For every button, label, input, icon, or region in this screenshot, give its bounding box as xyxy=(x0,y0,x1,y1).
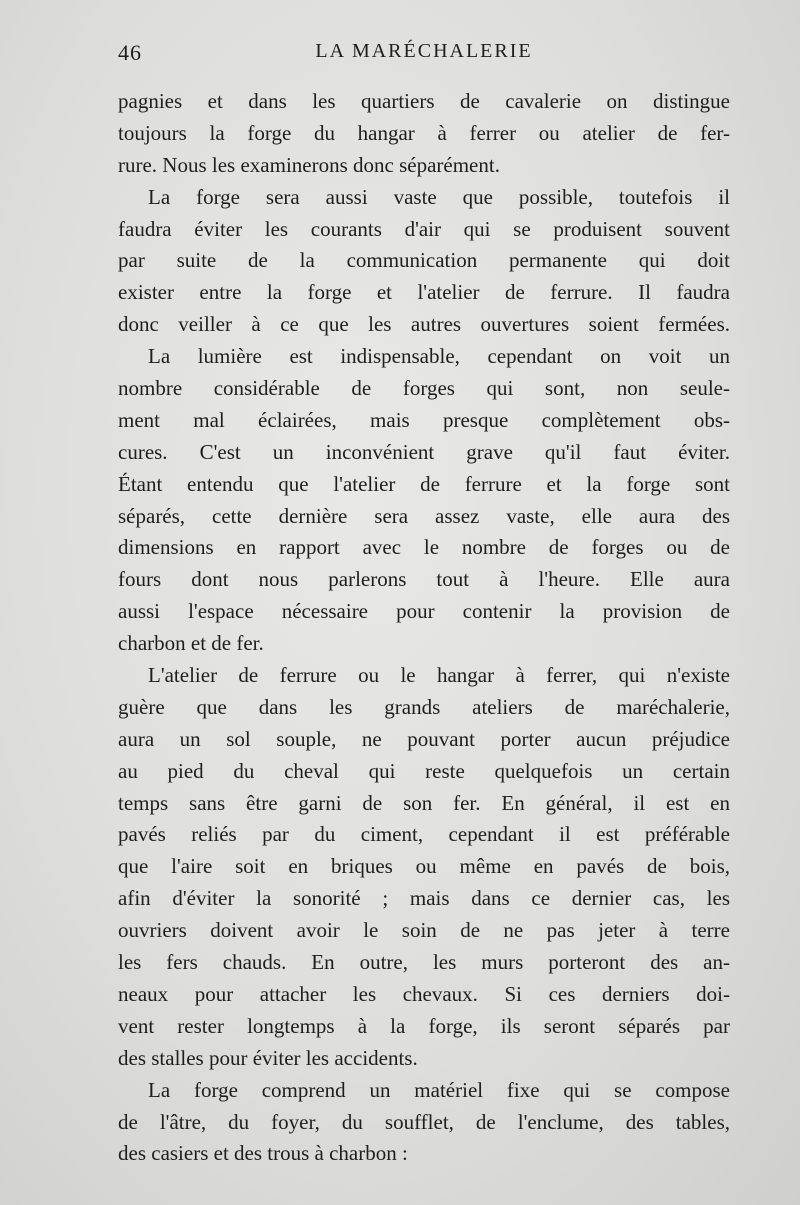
text-line: charbon et de fer. xyxy=(118,631,264,656)
text-line: temps sans être garni de son fer. En général, il est en xyxy=(118,790,730,815)
text-line: ment mal éclairées, mais presque complètement obs- xyxy=(118,407,730,432)
running-title: LA MARÉCHALERIE xyxy=(315,40,533,62)
text-line: Étant entendu que l'atelier de ferrure et la forge sont xyxy=(118,471,730,496)
text-line: des casiers et des trous à charbon : xyxy=(118,1141,408,1166)
paragraph-start-line: La forge sera aussi vaste que possible, toutefois il xyxy=(148,184,730,209)
text-line: fours dont nous parlerons tout à l'heure. Elle aura xyxy=(118,567,730,592)
text-line: neaux pour attacher les chevaux. Si ces derniers doi- xyxy=(118,981,730,1006)
text-line: donc veiller à ce que les autres ouvertures soient fermées. xyxy=(118,312,730,337)
text-line: ouvriers doivent avoir le soin de ne pas jeter à terre xyxy=(118,918,730,943)
text-line: nombre considérable de forges qui sont, non seule- xyxy=(118,376,730,401)
text-line: afin d'éviter la sonorité ; mais dans ce dernier cas, les xyxy=(118,886,730,911)
text-line: de l'âtre, du foyer, du soufflet, de l'enclume, des tables, xyxy=(118,1109,730,1134)
text-line: guère que dans les grands ateliers de maréchalerie, xyxy=(118,694,730,719)
text-line: exister entre la forge et l'atelier de ferrure. Il faudra xyxy=(118,280,730,305)
paragraph-start-line: La lumière est indispensable, cependant on voit un xyxy=(148,344,730,369)
text-line: les fers chauds. En outre, les murs porteront des an- xyxy=(118,950,730,975)
text-line: au pied du cheval qui reste quelquefois un certain xyxy=(118,758,730,783)
text-line: vent rester longtemps à la forge, ils seront séparés par xyxy=(118,1013,730,1038)
text-line: toujours la forge du hangar à ferrer ou atelier de fer- xyxy=(118,120,730,145)
text-line: aussi l'espace nécessaire pour contenir la provision de xyxy=(118,599,730,624)
text-line: rure. Nous les examinerons donc séparément. xyxy=(118,152,500,177)
text-line: cures. C'est un inconvénient grave qu'il faut éviter. xyxy=(118,439,730,464)
text-line: pagnies et dans les quartiers de cavalerie on distingue xyxy=(118,89,730,113)
text-line: séparés, cette dernière sera assez vaste, elle aura des xyxy=(118,503,730,528)
text-line: pavés reliés par du ciment, cependant il est préférable xyxy=(118,822,730,847)
paragraph-start-line: L'atelier de ferrure ou le hangar à ferrer, qui n'existe xyxy=(148,663,730,688)
text-line: que l'aire soit en briques ou même en pavés de bois, xyxy=(118,854,730,879)
text-line: aura un sol souple, ne pouvant porter aucun préjudice xyxy=(118,726,730,751)
paragraph-start-line: La forge comprend un matériel fixe qui se compose xyxy=(148,1077,730,1102)
text-line: des stalles pour éviter les accidents. xyxy=(118,1045,418,1070)
body-text xyxy=(118,86,730,1170)
text-line: dimensions en rapport avec le nombre de forges ou de xyxy=(118,535,730,560)
text-line: faudra éviter les courants d'air qui se produisent souvent xyxy=(118,216,730,241)
text-line: par suite de la communication permanente qui doit xyxy=(118,248,730,273)
page-number: 46 xyxy=(118,40,142,65)
page-header xyxy=(118,40,730,70)
